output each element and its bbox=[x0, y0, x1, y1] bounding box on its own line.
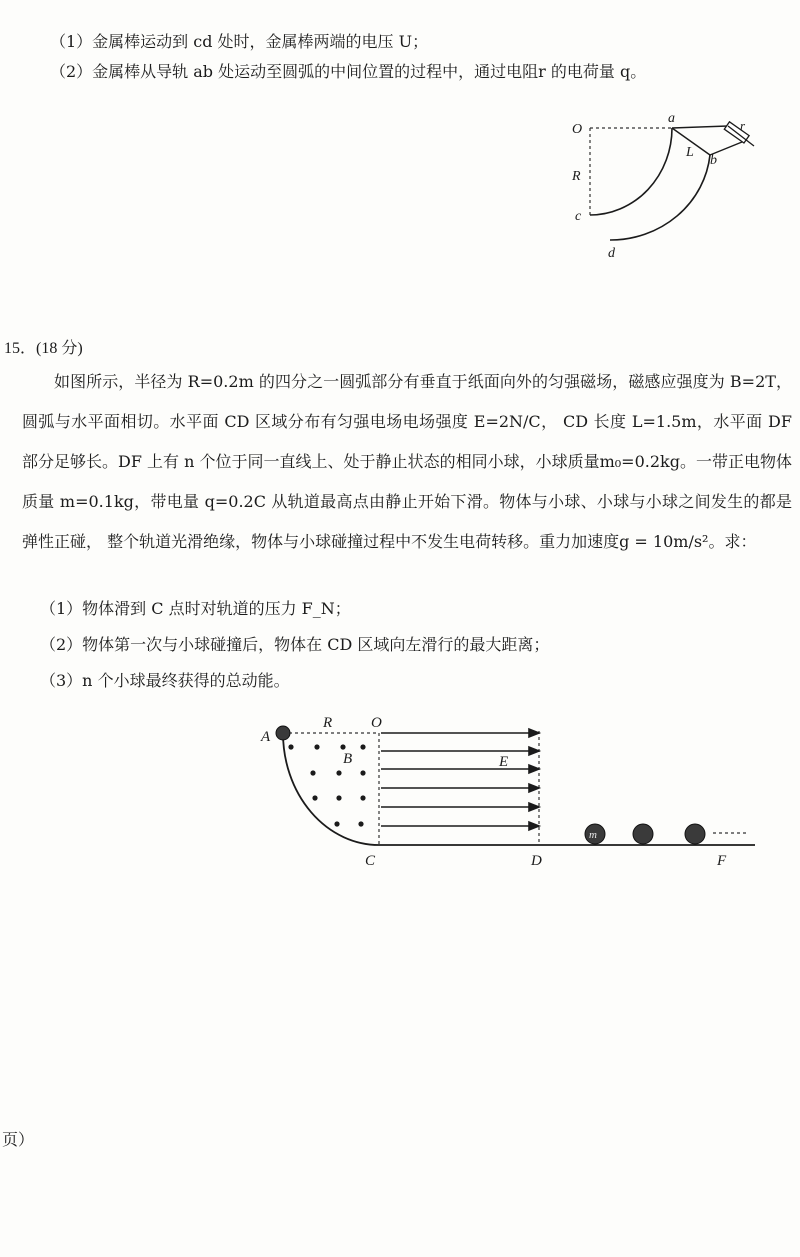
label-c: c bbox=[575, 209, 582, 224]
label-D: D bbox=[531, 853, 542, 869]
prev-question-1: （1）金属棒运动到 cd 处时，金属棒两端的电压 U； bbox=[50, 32, 429, 51]
label-R: R bbox=[323, 715, 333, 731]
label-O: O bbox=[572, 122, 583, 137]
ball-2 bbox=[633, 824, 653, 844]
label-b: b bbox=[710, 153, 717, 168]
label-E: E bbox=[499, 754, 509, 770]
label-O: O bbox=[371, 715, 382, 731]
electric-field-arrows bbox=[381, 729, 539, 830]
question-15-item-2: （2）物体第一次与小球碰撞后，物体在 CD 区域向左滑行的最大距离； bbox=[40, 635, 550, 654]
wire-top bbox=[672, 126, 728, 128]
label-C: C bbox=[365, 853, 376, 869]
label-r: r bbox=[740, 118, 746, 133]
label-a: a bbox=[668, 111, 675, 126]
question-15-item-1: （1）物体滑到 C 点时对轨道的压力 F_N； bbox=[40, 599, 351, 618]
label-d: d bbox=[608, 246, 615, 261]
question-15-header: 15．(18 分) bbox=[4, 340, 83, 357]
question-15-body: 如图所示，半径为 R=0.2m 的四分之一圆弧部分有垂直于纸面向外的匀强磁场，磁感应强度为 B=2T，圆弧与水平面相切。水平面 CD 区域分布有匀强电场电场强度 E=2N/C， CD 长度 L=1.5m，水平面 DF 部分足够长。DF 上有 n 个位于同一直线上、处于静止状态的相同小球，小球质量m₀=0.2kg。一带正电物体质量 m=0.1kg，带电量 q=0.2C 从轨道最高点由静止开始下滑。物体与小球、小球与小球之间发生的都是弹性正碰， 整个轨道光滑绝缘，物体与小球碰撞过程中不发生电荷转移。重力加速度g = 10m/s²。求： bbox=[22, 372, 792, 551]
rail-arc-figure bbox=[560, 100, 770, 270]
charged-object bbox=[276, 726, 290, 740]
magnetic-field-dots bbox=[288, 744, 365, 826]
label-R: R bbox=[572, 169, 581, 184]
outer-rail-arc bbox=[610, 155, 710, 240]
track-field-figure bbox=[255, 705, 765, 880]
question-15-item-3: （3）n 个小球最终获得的总动能。 bbox=[40, 671, 290, 690]
label-m: m bbox=[589, 829, 597, 841]
label-F: F bbox=[717, 853, 727, 869]
inner-rail-arc bbox=[590, 128, 672, 215]
ball-3 bbox=[685, 824, 705, 844]
label-L: L bbox=[686, 145, 694, 160]
quarter-arc-track bbox=[283, 733, 379, 845]
prev-question-2: （2）金属棒从导轨 ab 处运动至圆弧的中间位置的过程中，通过电阻r 的电荷量 q。 bbox=[50, 62, 647, 81]
page-footer: 页） bbox=[2, 1130, 35, 1149]
label-A: A bbox=[261, 729, 271, 745]
label-B: B bbox=[343, 751, 353, 767]
